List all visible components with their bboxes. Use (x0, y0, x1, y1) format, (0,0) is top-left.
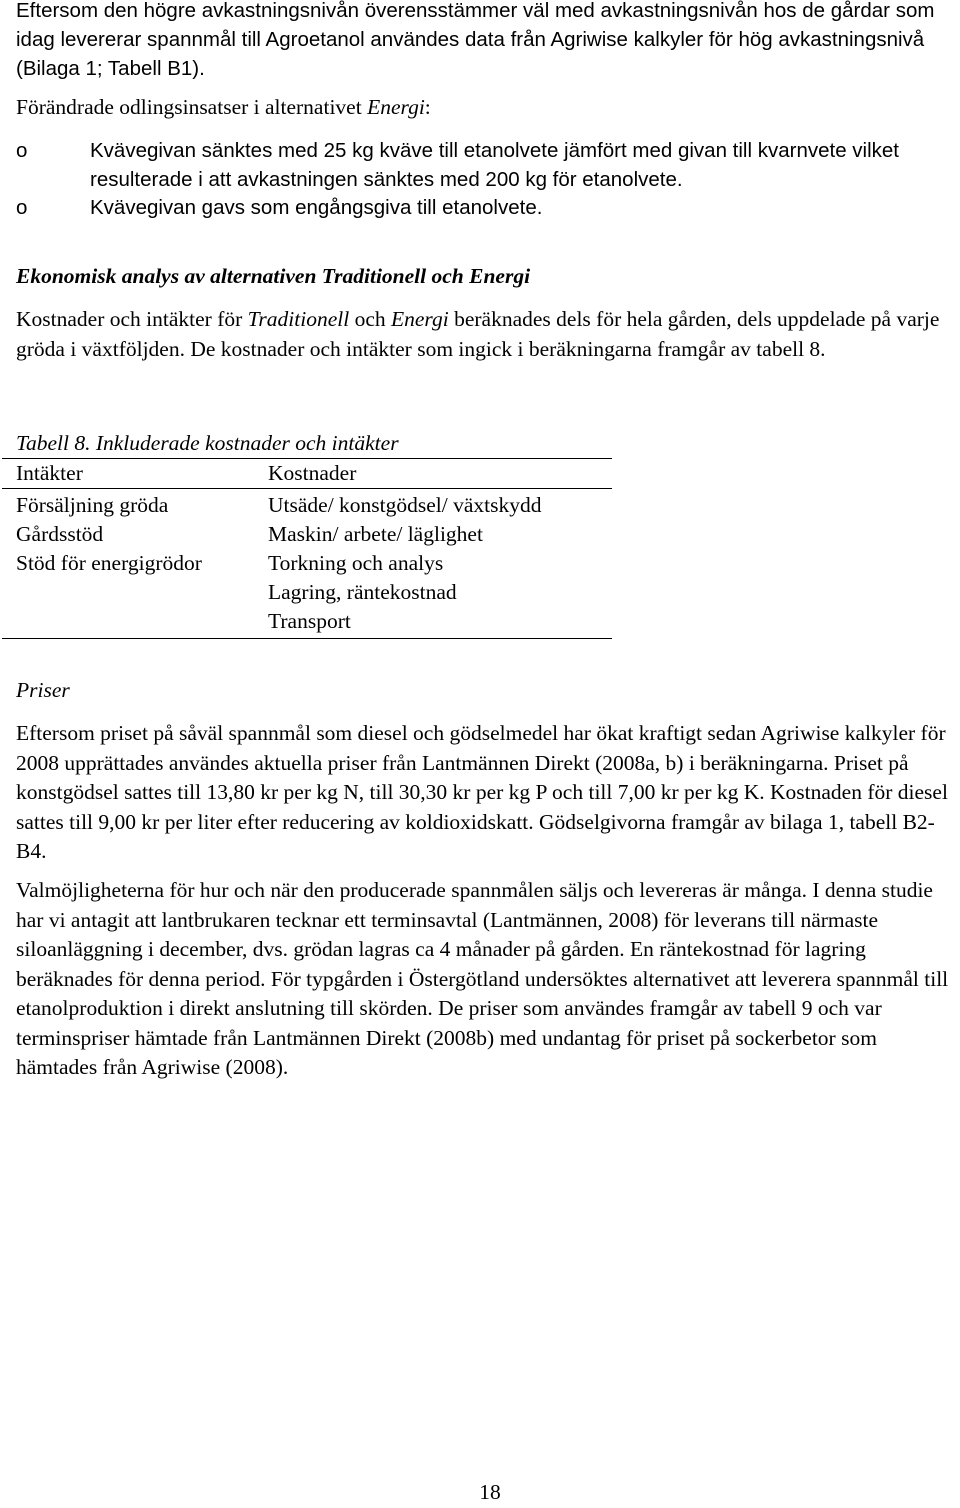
table-cell: Stöd för energigrödor (16, 551, 202, 575)
table-header-row (2, 459, 612, 489)
analysis-text-1: Kostnader och intäkter för (16, 307, 248, 331)
changes-lead (16, 93, 952, 123)
changes-lead-italic: Energi (367, 95, 425, 119)
table-cell: Utsäde/ konstgödsel/ växtskydd (268, 493, 542, 517)
bullet-marker: o (16, 139, 28, 162)
prices-paragraph: Eftersom priset på såväl spannmål som diesel och gödselmedel har ökat kraftigt sedan Agriwise kalkyler för 2008 upprättades användes aktuella priser från Lantmännen Direkt (2008a, b) i beräkningarna. Priset på konstgödsel sattes till 13,80 kr per kg N, till 30,30 kr per kg P och till 7,00 kr per kg K. Kostnaden för diesel sattes till 9,00 kr per liter efter reducering av koldioxidskatt. Gödselgivorna framgår av bilaga 1, tabell B2-B4. (16, 721, 948, 863)
analysis-italic-2: Energi (391, 307, 449, 331)
table-cell (2, 607, 268, 636)
table-cell: Lagring, räntekostnad (268, 580, 457, 604)
analysis-paragraph (16, 305, 952, 364)
cost-income-table (2, 458, 612, 639)
prices-heading: Priser (16, 678, 70, 702)
bullet-marker: o (16, 196, 28, 219)
changes-lead-end: : (424, 95, 431, 119)
table-row (2, 520, 612, 549)
analysis-text-2: och (349, 307, 391, 331)
table-header-cell: Kostnader (268, 461, 357, 485)
intro-paragraph: Eftersom den högre avkastningsnivån överensstämmer väl med avkastningsnivån hos de gårdar som idag levererar spannmål till Agroetanol användes data från Agriwise kalkyler för hög avkastningsnivå (Bilaga 1; Tabell B1). (16, 0, 935, 80)
table-cell: Torkning och analys (268, 551, 444, 575)
table-body (2, 489, 612, 638)
analysis-italic-1: Traditionell (247, 307, 350, 331)
list-item (16, 136, 952, 194)
table-caption: Tabell 8. Inkluderade kostnader och intäkter (16, 431, 399, 455)
list-item-text: Kvävegivan gavs som engångsgiva till etanolvete. (90, 196, 543, 219)
changes-lead-text: Förändrade odlingsinsatser i alternativet (16, 95, 368, 119)
table-cell: Försäljning gröda (16, 493, 169, 517)
list-item (16, 193, 952, 222)
options-paragraph: Valmöjligheterna för hur och när den producerade spannmålen säljs och levereras är många. I denna studie har vi antagit att lantbrukaren tecknar ett terminsavtal (Lantmännen, 2008) för leverans till närmaste siloanläggning i december, dvs. grödan lagras ca 4 månader på gården. En räntekostnad för lagring beräknades för denna period. För typgården i Östergötland undersöktes alternativet att leverera spannmål till etanolproduktion i direkt anslutning till skörden. De priser som användes framgår av tabell 9 och var terminspriser hämtade från Lantmännen Direkt (2008b) med undantag för priset på sockerbetor som hämtades från Agriwise (2008). (16, 878, 949, 1079)
table-cell: Gårdsstöd (16, 522, 104, 546)
analysis-text-3: beräknades dels för hela gården, dels uppdelade på varje gröda i växtföljden. De kostnader och intäkter som ingick i beräkningarna framgår av tabell 8. (16, 307, 940, 361)
section-heading: Ekonomisk analys av alternativen Traditionell och Energi (16, 264, 531, 288)
list-item-text: Kvävegivan sänktes med 25 kg kväve till etanolvete jämfört med givan till kvarnvete vilket resulterade i att avkastningen sänktes med 200 kg för etanolvete. (90, 139, 899, 191)
table-row (2, 607, 612, 636)
table-cell (2, 578, 268, 607)
table-row (2, 578, 612, 607)
table-header-cell: Intäkter (16, 461, 83, 485)
table-cell: Maskin/ arbete/ läglighet (268, 522, 483, 546)
table-row (2, 549, 612, 578)
table-cell: Transport (268, 609, 351, 633)
page-number: 18 (479, 1480, 501, 1504)
table-row (2, 491, 612, 520)
